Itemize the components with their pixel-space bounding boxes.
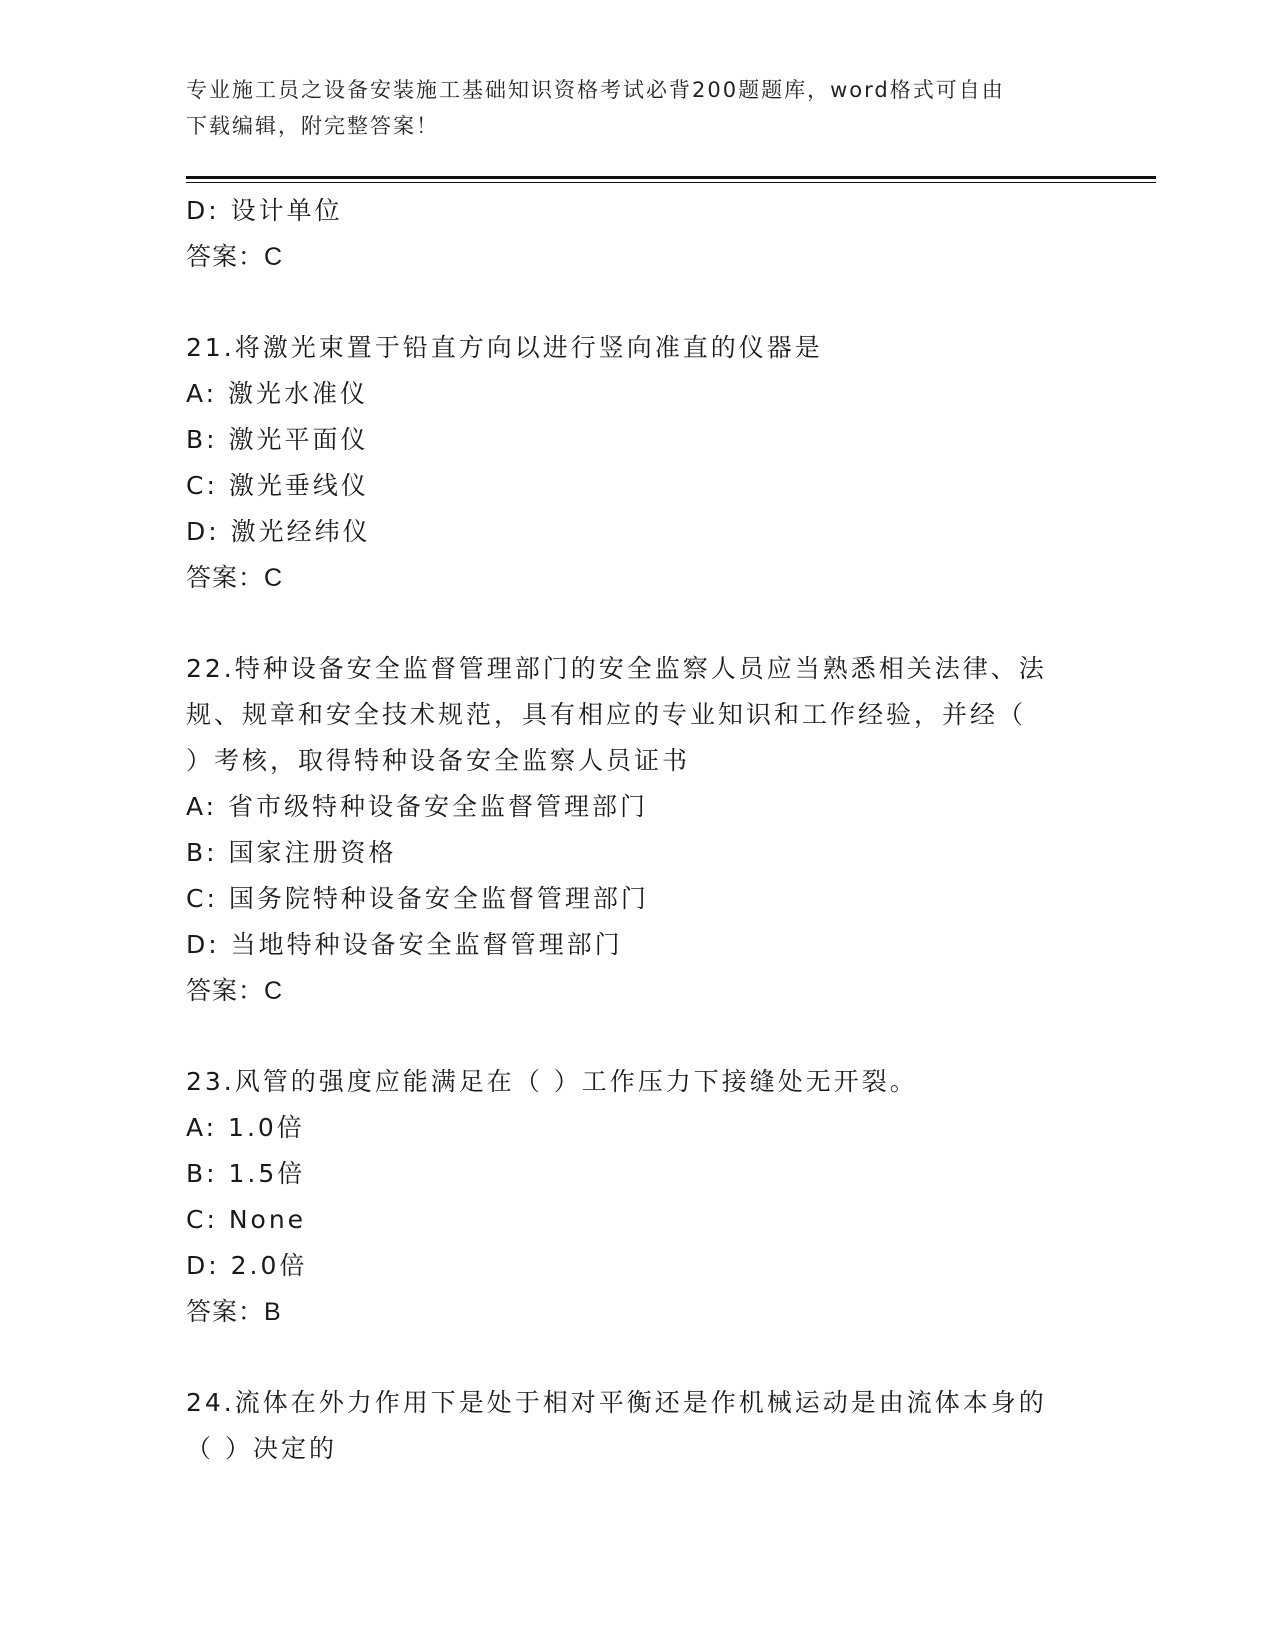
spacer <box>186 1335 1086 1380</box>
option-b: B: 国家注册资格 <box>186 838 397 867</box>
header-divider-thin <box>186 182 1156 183</box>
spacer <box>186 280 1086 325</box>
answer-line: 答案：B <box>186 1298 282 1326</box>
answer-line: 答案：C <box>186 243 284 271</box>
spacer <box>186 601 1086 646</box>
option-d: D: 当地特种设备安全监督管理部门 <box>186 930 623 959</box>
question-list <box>186 188 1086 1472</box>
option-a: A: 1.0倍 <box>186 1113 305 1142</box>
answer-line: 答案：C <box>186 977 284 1005</box>
option-d: D: 2.0倍 <box>186 1251 308 1280</box>
option-d: D: 激光经纬仪 <box>186 517 371 546</box>
question-stem-line-1: 24.流体在外力作用下是处于相对平衡还是作机械运动是由流体本身的 <box>186 1388 1047 1417</box>
question-stem-line-1: 22.特种设备安全监督管理部门的安全监察人员应当熟悉相关法律、法 <box>186 654 1047 683</box>
option-c: C: 国务院特种设备安全监督管理部门 <box>186 884 649 913</box>
header-divider-thick <box>186 176 1156 179</box>
question-stem-line-2: （ ）决定的 <box>186 1434 337 1463</box>
header-title-line-1: 专业施工员之设备安装施工基础知识资格考试必背200题题库，word格式可自由 <box>186 78 1005 102</box>
option-c: C: 激光垂线仪 <box>186 471 369 500</box>
question-stem: 21.将激光束置于铅直方向以进行竖向准直的仪器是 <box>186 333 823 362</box>
question-23 <box>186 1059 1086 1335</box>
question-22 <box>186 646 1086 1014</box>
option-a: A: 激光水准仪 <box>186 379 369 408</box>
question-stem: 23.风管的强度应能满足在（ ）工作压力下接缝处无开裂。 <box>186 1067 918 1096</box>
option-d: D: 设计单位 <box>186 196 343 225</box>
answer-line: 答案：C <box>186 564 284 592</box>
question-stem-line-2: 规、规章和安全技术规范，具有相应的专业知识和工作经验，并经（ <box>186 700 1027 729</box>
option-a: A: 省市级特种设备安全监督管理部门 <box>186 792 649 821</box>
question-24 <box>186 1380 1086 1472</box>
option-b: B: 1.5倍 <box>186 1159 306 1188</box>
page-header <box>186 72 1066 144</box>
option-b: B: 激光平面仪 <box>186 425 369 454</box>
previous-question-tail <box>186 188 1086 280</box>
option-c: C: None <box>186 1205 307 1234</box>
question-stem-line-3: ）考核，取得特种设备安全监察人员证书 <box>186 746 691 775</box>
question-21 <box>186 325 1086 601</box>
spacer <box>186 1014 1086 1059</box>
header-title-line-2: 下载编辑，附完整答案！ <box>186 114 439 138</box>
